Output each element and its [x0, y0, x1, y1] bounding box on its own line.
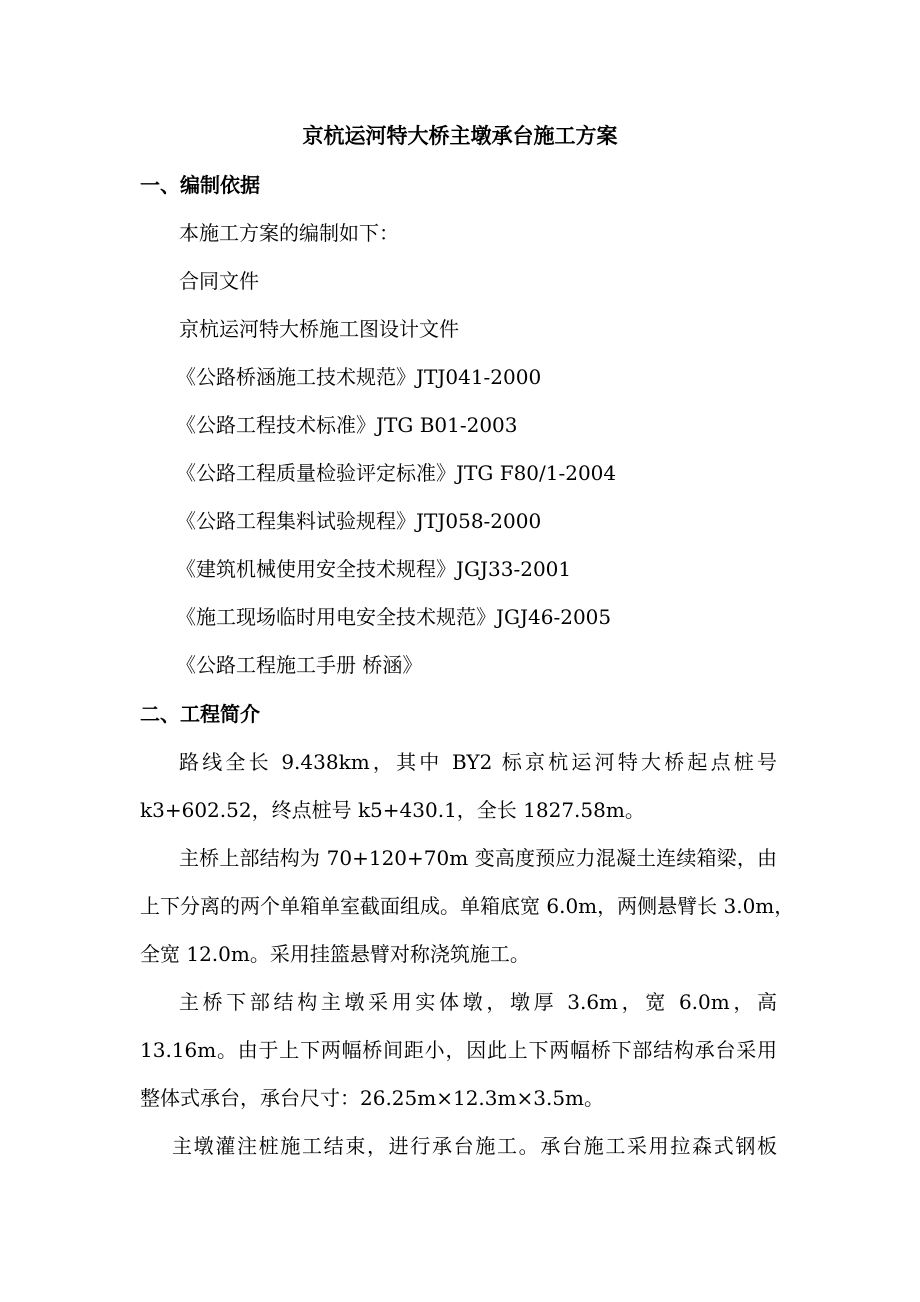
- paragraph-line: 主墩灌注桩施工结束，进行承台施工。承台施工采用拉森式钢板: [172, 1134, 777, 1158]
- document-title: 京杭运河特大桥主墩承台施工方案: [302, 124, 618, 148]
- paragraph-line: k3+602.52，终点桩号 k5+430.1，全长 1827.58m。: [140, 798, 645, 822]
- list-item: 《公路工程集料试验规程》JTJ058-2000: [176, 509, 542, 533]
- paragraph-line: 整体式承台，承台尺寸：26.25m×12.3m×3.5m。: [140, 1086, 605, 1110]
- section-heading-basis: 一、编制依据: [140, 173, 260, 197]
- list-item: 京杭运河特大桥施工图设计文件: [179, 317, 459, 341]
- paragraph-line: 13.16m。由于上下两幅桥间距小，因此上下两幅桥下部结构承台采用: [140, 1038, 777, 1062]
- basis-intro: 本施工方案的编制如下：: [179, 221, 399, 245]
- list-item: 《公路桥涵施工技术规范》JTJ041-2000: [176, 365, 542, 389]
- paragraph-line: 路线全长 9.438km，其中 BY2 标京杭运河特大桥起点桩号: [179, 750, 777, 774]
- list-item: 《建筑机械使用安全技术规程》JGJ33-2001: [176, 557, 572, 581]
- section-heading-overview: 二、工程简介: [140, 702, 260, 726]
- paragraph-line: 上下分离的两个单箱单室截面组成。单箱底宽 6.0m，两侧悬臂长 3.0m，: [140, 894, 795, 918]
- list-item: 《公路工程施工手册 桥涵》: [176, 653, 423, 677]
- list-item: 《公路工程质量检验评定标准》JTG F80/1-2004: [176, 461, 617, 485]
- paragraph-line: 主桥下部结构主墩采用实体墩，墩厚 3.6m，宽 6.0m，高: [179, 990, 777, 1014]
- list-item: 合同文件: [179, 269, 259, 293]
- list-item: 《公路工程技术标准》JTG B01-2003: [176, 413, 518, 437]
- paragraph-line: 主桥上部结构为 70+120+70m 变高度预应力混凝土连续箱梁，由: [179, 846, 777, 870]
- list-item: 《施工现场临时用电安全技术规范》JGJ46-2005: [176, 605, 612, 629]
- paragraph-line: 全宽 12.0m。采用挂篮悬臂对称浇筑施工。: [140, 942, 530, 966]
